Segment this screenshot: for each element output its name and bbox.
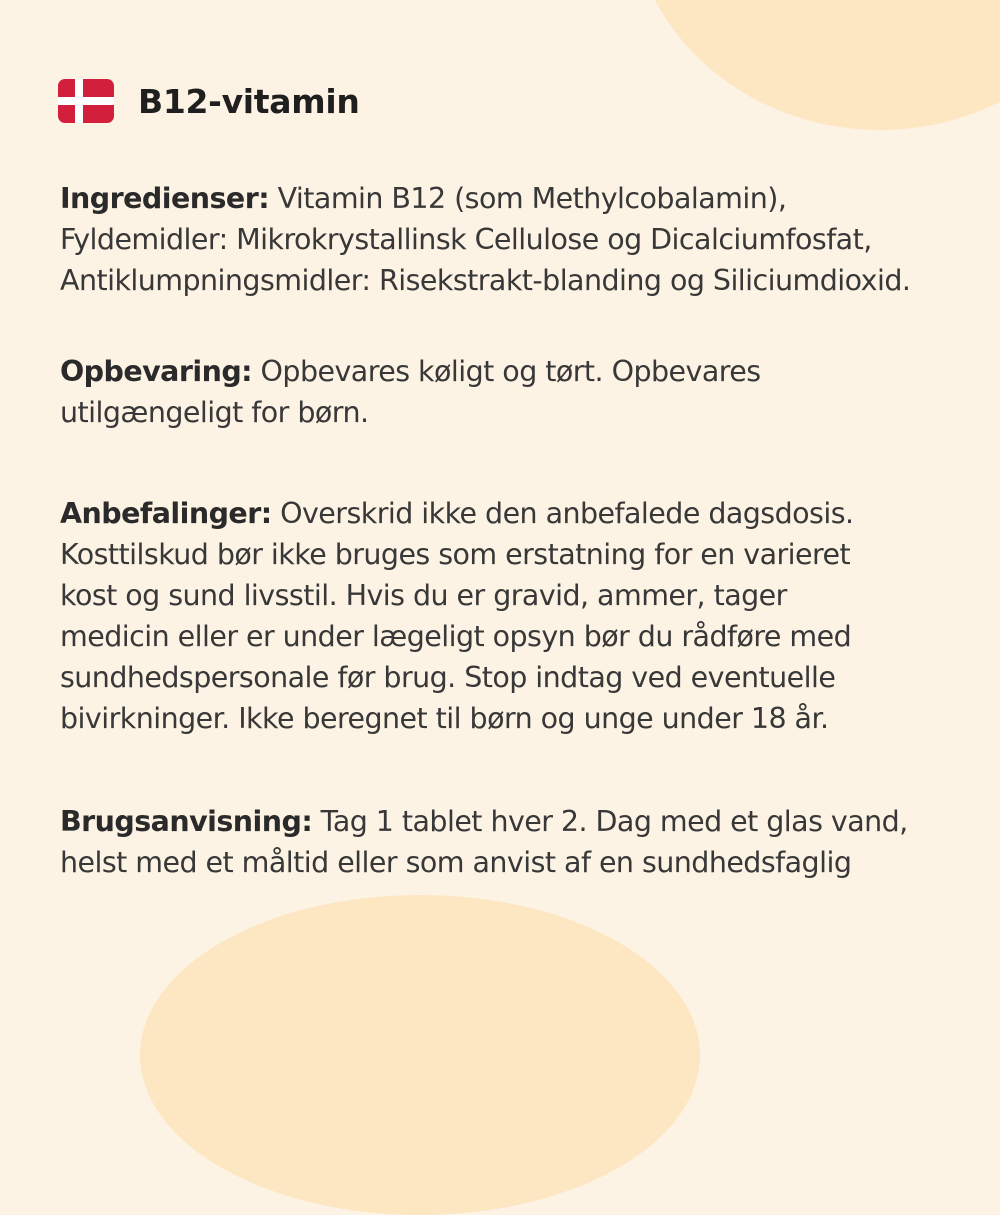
ingredients-section <box>60 178 970 301</box>
storage-section <box>60 351 970 433</box>
denmark-flag-icon <box>58 79 114 123</box>
recommendations-line: kost og sund livsstil. Hvis du er gravid, ammer, tager <box>60 579 787 612</box>
ingredients-label: Ingredienser: <box>60 182 270 215</box>
usage-label: Brugsanvisning: <box>60 805 313 838</box>
recommendations-section <box>60 493 970 739</box>
storage-label: Opbevaring: <box>60 355 253 388</box>
storage-line: utilgængeligt for børn. <box>60 396 369 429</box>
usage-line: Tag 1 tablet hver 2. Dag med et glas vand, <box>312 805 908 838</box>
storage-line: Opbevares køligt og tørt. Opbevares <box>252 355 761 388</box>
recommendations-label: Anbefalinger: <box>60 497 272 530</box>
recommendations-line: medicin eller er under lægeligt opsyn bør du rådføre med <box>60 620 852 653</box>
usage-section <box>60 801 970 883</box>
usage-line: helst med et måltid eller som anvist af en sundhedsfaglig <box>60 846 852 879</box>
recommendations-line: Kosttilskud bør ikke bruges som erstatning for en varieret <box>60 538 851 571</box>
recommendations-line: Overskrid ikke den anbefalede dagsdosis. <box>271 497 854 530</box>
ingredients-line: Vitamin B12 (som Methylcobalamin), <box>269 182 787 215</box>
page-title: B12-vitamin <box>138 81 360 121</box>
recommendations-line: bivirkninger. Ikke beregnet til børn og unge under 18 år. <box>60 702 829 735</box>
header <box>58 78 360 124</box>
ingredients-line: Fyldemidler: Mikrokrystallinsk Cellulose og Dicalciumfosfat, <box>60 223 872 256</box>
ingredients-line: Antiklumpningsmidler: Risekstrakt-blanding og Siliciumdioxid. <box>60 264 911 297</box>
recommendations-line: sundhedspersonale før brug. Stop indtag ved eventuelle <box>60 661 836 694</box>
decorative-blob-top <box>630 0 1000 130</box>
decorative-blob-bottom <box>140 895 700 1215</box>
